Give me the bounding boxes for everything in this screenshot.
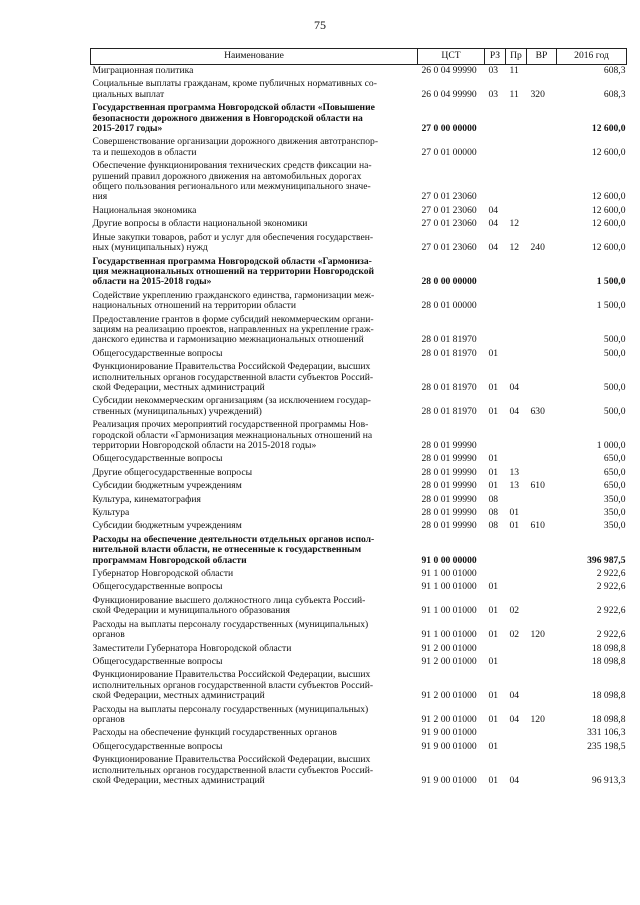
row-cst: 28 0 01 99990: [421, 520, 477, 532]
table-row: [91, 507, 627, 520]
table-row: [91, 568, 627, 581]
row-amount: 18 098,8: [591, 642, 626, 654]
row-rz: [485, 568, 506, 581]
row-vr: [527, 494, 557, 507]
row-pr: [506, 727, 527, 740]
row-pr: [506, 741, 527, 754]
row-cst: 91 1 00 01000: [421, 568, 477, 580]
row-vr: 240: [530, 242, 545, 254]
row-name: Предоставление грантов в форме субсидий некоммерческим органи- зациям на реализацию проектов, направленных на укрепление граж- данского единства и гармонизацию межнациональных отношений: [92, 313, 374, 346]
row-name: Культура: [92, 507, 130, 519]
row-amount: 2 922,6: [596, 605, 626, 617]
row-amount: 500,0: [603, 405, 626, 417]
row-amount: 650,0: [603, 453, 626, 465]
header-vr: ВР: [527, 49, 557, 65]
row-name: Расходы на выплаты персоналу государственных (муниципальных) органов: [92, 618, 369, 641]
row-vr: 120: [530, 629, 545, 641]
row-vr: 120: [530, 713, 545, 725]
row-rz: 01: [488, 381, 499, 393]
row-rz: 01: [488, 629, 499, 641]
table-row: [91, 727, 627, 740]
row-vr: [527, 534, 557, 568]
row-cst: 91 2 00 01000: [421, 655, 477, 667]
table-row: [91, 218, 627, 231]
row-vr: 610: [530, 520, 545, 532]
row-vr: [527, 453, 557, 466]
row-pr: [506, 534, 527, 568]
row-rz: 04: [488, 204, 499, 216]
header-cst: ЦСТ: [418, 49, 485, 65]
row-vr: 320: [530, 88, 545, 100]
row-amount: 650,0: [603, 480, 626, 492]
row-name: Иные закупки товаров, работ и услуг для обеспечения государствен- ных (муниципальных) нужд: [92, 231, 374, 254]
table-row: [91, 534, 627, 568]
row-amount: 1 500,0: [596, 300, 626, 312]
row-amount: 12 600,0: [591, 242, 626, 254]
row-rz: [485, 419, 506, 453]
row-cst: 91 9 00 01000: [421, 727, 477, 739]
header-name: Наименование: [91, 49, 418, 65]
row-pr: [506, 581, 527, 594]
row-name: Совершенствование организации дорожного движения автотранспор- та и пешеходов в области: [92, 136, 379, 158]
row-amount: 500,0: [603, 347, 626, 359]
row-amount: 2 922,6: [596, 568, 626, 580]
row-pr: 01: [509, 520, 520, 532]
row-vr: [527, 467, 557, 480]
row-amount: 12 600,0: [591, 146, 626, 158]
row-cst: 26 0 04 99990: [421, 65, 477, 76]
row-pr: 04: [509, 405, 520, 417]
row-name: Губернатор Новгородской области: [92, 568, 234, 580]
row-name: Расходы на выплаты персоналу государственных (муниципальных) органов: [92, 703, 369, 725]
table-row: [91, 102, 627, 136]
row-amount: 350,0: [603, 507, 626, 519]
row-amount: 2 922,6: [596, 629, 626, 641]
row-pr: [506, 494, 527, 507]
table-header: [91, 49, 627, 65]
row-rz: 01: [488, 480, 499, 492]
row-pr: [506, 256, 527, 290]
table-row: [91, 395, 627, 419]
table-row: [91, 595, 627, 619]
row-name: Национальная экономика: [92, 204, 197, 216]
row-name: Общегосударственные вопросы: [92, 740, 223, 752]
row-cst: 27 0 01 23060: [421, 218, 477, 230]
row-cst: 27 0 01 00000: [421, 146, 477, 158]
row-pr: 02: [509, 605, 520, 617]
row-cst: 28 0 01 99990: [421, 507, 477, 519]
row-rz: 08: [488, 507, 499, 519]
table-row: [91, 160, 627, 205]
row-cst: 27 0 01 23060: [421, 204, 477, 216]
row-amount: 350,0: [603, 520, 626, 532]
table-row: [91, 232, 627, 256]
row-vr: [527, 754, 557, 788]
row-cst: 91 2 00 01000: [421, 690, 477, 702]
row-rz: [485, 102, 506, 136]
row-name: Расходы на обеспечение функций государственных органов: [92, 727, 337, 739]
row-pr: [506, 290, 527, 314]
table-row: [91, 669, 627, 703]
table-row: [91, 467, 627, 480]
row-amount: 12 600,0: [591, 204, 626, 216]
row-name: Субсидии бюджетным учреждениям: [92, 480, 242, 492]
row-rz: 01: [488, 740, 499, 752]
row-cst: 28 0 01 81970: [421, 381, 477, 393]
row-name: Общегосударственные вопросы: [92, 655, 223, 667]
row-name: Общегосударственные вопросы: [92, 581, 223, 593]
row-amount: 500,0: [603, 334, 626, 346]
table-row: [91, 290, 627, 314]
row-pr: 04: [509, 381, 520, 393]
row-vr: [527, 568, 557, 581]
header-row: [91, 49, 627, 65]
row-cst: 28 0 01 99990: [421, 480, 477, 492]
row-pr: [506, 160, 527, 205]
row-cst: 91 0 00 00000: [421, 554, 477, 566]
row-cst: 28 0 01 99990: [421, 493, 477, 505]
row-rz: 01: [488, 690, 499, 702]
row-rz: 08: [488, 493, 499, 505]
row-name: Общегосударственные вопросы: [92, 347, 223, 359]
row-vr: 630: [530, 405, 545, 417]
row-cst: 27 0 01 23060: [421, 242, 477, 254]
row-pr: 11: [509, 88, 519, 100]
row-cst: 91 1 00 01000: [421, 581, 477, 593]
row-cst: 91 1 00 01000: [421, 605, 477, 617]
row-cst: 28 0 00 00000: [421, 276, 477, 288]
row-name: Субсидии некоммерческим организациям (за исключением государ- ственных (муниципальных) учреждений): [92, 395, 371, 417]
row-rz: [485, 314, 506, 348]
row-name: Обеспечение функционирования технических средств фиксации на- рушений правил дорожного движения на автомобильных дорогах общего пользования регионального или межмуниципального значе- ния: [92, 160, 372, 203]
row-rz: [485, 136, 506, 160]
row-pr: 04: [509, 690, 520, 702]
budget-table: [90, 48, 627, 788]
row-vr: [527, 256, 557, 290]
row-amount: 350,0: [603, 493, 626, 505]
row-vr: [527, 419, 557, 453]
row-cst: 28 0 01 00000: [421, 300, 477, 312]
row-name: Другие общегосударственные вопросы: [92, 466, 253, 478]
row-pr: [506, 656, 527, 669]
table-row: [91, 314, 627, 348]
row-rz: 01: [488, 466, 499, 478]
row-cst: 28 0 01 99990: [421, 453, 477, 465]
row-rz: 01: [488, 347, 499, 359]
table-row: [91, 754, 627, 788]
row-pr: 12: [509, 218, 520, 230]
row-pr: 13: [509, 480, 520, 492]
row-cst: 91 1 00 01000: [421, 629, 477, 641]
table-row: [91, 494, 627, 507]
page-number: 75: [314, 18, 326, 32]
row-cst: 91 9 00 01000: [421, 740, 477, 752]
row-amount: 18 098,8: [591, 690, 626, 702]
row-rz: 01: [488, 655, 499, 667]
row-pr: 01: [509, 507, 520, 519]
table-row: [91, 619, 627, 643]
row-pr: [506, 419, 527, 453]
row-vr: [527, 314, 557, 348]
row-amount: 608,3: [603, 65, 626, 76]
row-vr: [527, 290, 557, 314]
row-cst: 26 0 04 99990: [421, 88, 477, 100]
row-amount: 12 600,0: [591, 123, 626, 135]
row-vr: [527, 348, 557, 361]
row-vr: [527, 669, 557, 703]
table-row: [91, 256, 627, 290]
row-cst: 28 0 01 81970: [421, 334, 477, 346]
row-name: Функционирование Правительства Российской Федерации, высших исполнительных органов государственной власти субъектов Россий- ской Федерации, местных администраций: [92, 754, 374, 786]
row-rz: 01: [488, 605, 499, 617]
table-row: [91, 480, 627, 493]
row-pr: [506, 568, 527, 581]
table-row: [91, 656, 627, 669]
row-vr: [527, 507, 557, 520]
row-rz: 01: [488, 713, 499, 725]
row-name: Социальные выплаты гражданам, кроме публичных нормативных со- циальных выплат: [92, 78, 377, 100]
row-vr: [527, 218, 557, 231]
table-row: [91, 520, 627, 533]
row-name: Заместители Губернатора Новгородской области: [92, 642, 292, 654]
row-rz: 04: [488, 218, 499, 230]
row-rz: 08: [488, 520, 499, 532]
row-vr: [527, 136, 557, 160]
row-pr: 13: [509, 466, 520, 478]
header-year: 2016 год: [557, 49, 627, 65]
row-rz: [485, 256, 506, 290]
row-rz: 03: [488, 65, 499, 76]
row-pr: 04: [509, 713, 520, 725]
table-row: [91, 643, 627, 656]
row-amount: 235 198,5: [587, 740, 626, 752]
row-vr: [527, 595, 557, 619]
row-name: Расходы на обеспечение деятельности отдельных органов испол- нительной власти области, не отнесенные к государственным программам Новгородской области: [92, 533, 375, 566]
row-name: Субсидии бюджетным учреждениям: [92, 520, 242, 532]
row-amount: 18 098,8: [591, 655, 626, 667]
row-vr: [527, 205, 557, 218]
row-name: Общегосударственные вопросы: [92, 453, 223, 465]
row-pr: 12: [509, 242, 520, 254]
row-cst: 91 2 00 01000: [421, 642, 477, 654]
row-vr: [527, 581, 557, 594]
row-pr: [506, 136, 527, 160]
row-pr: [506, 205, 527, 218]
row-rz: 04: [488, 242, 499, 254]
row-cst: 28 0 01 81970: [421, 347, 477, 359]
row-rz: 01: [488, 453, 499, 465]
row-amount: 12 600,0: [591, 218, 626, 230]
row-vr: [527, 741, 557, 754]
row-amount: 1 500,0: [596, 276, 626, 288]
row-pr: 11: [509, 65, 519, 76]
row-name: Функционирование Правительства Российской Федерации, высших исполнительных органов государственной власти субъектов Россий- ской Федерации, местных администраций: [92, 669, 374, 702]
row-pr: [506, 643, 527, 656]
table-row: [91, 581, 627, 594]
table-row: [91, 65, 627, 79]
row-amount: 2 922,6: [596, 581, 626, 593]
row-name: Государственная программа Новгородской области «Гармониза- ция межнациональных отношений на территории Новгородской области на 2015-2018 годы»: [92, 255, 375, 288]
row-rz: 03: [488, 88, 499, 100]
row-name: Реализация прочих мероприятий государственной программы Нов- городской области «Гармонизация межнациональных отношений на территории Новгородской области на 2015-2018 годы»: [92, 419, 373, 451]
row-rz: 01: [488, 774, 499, 786]
row-vr: [527, 727, 557, 740]
table-row: [91, 348, 627, 361]
table-row: [91, 419, 627, 453]
row-cst: 28 0 01 99990: [421, 440, 477, 451]
row-rz: [485, 643, 506, 656]
row-name: Функционирование высшего должностного лица субъекта Россий- ской Федерации и муниципального образования: [92, 594, 366, 617]
row-rz: 01: [488, 405, 499, 417]
row-pr: 04: [509, 774, 520, 786]
table-row: [91, 205, 627, 218]
row-rz: [485, 160, 506, 205]
row-amount: 650,0: [603, 466, 626, 478]
row-amount: 608,3: [603, 88, 626, 100]
row-pr: [506, 453, 527, 466]
table-row: [91, 78, 627, 102]
header-rz: РЗ: [485, 49, 506, 65]
row-cst: 27 0 01 23060: [421, 191, 477, 203]
row-amount: 500,0: [603, 381, 626, 393]
row-name: Культура, кинематография: [92, 493, 201, 505]
row-name: Миграционная политика: [92, 65, 194, 76]
row-pr: 02: [509, 629, 520, 641]
row-amount: 1 000,0: [596, 440, 626, 451]
row-amount: 12 600,0: [591, 191, 626, 203]
row-amount: 396 987,5: [587, 554, 626, 566]
table-row: [91, 136, 627, 160]
row-rz: [485, 290, 506, 314]
row-cst: 91 9 00 01000: [421, 774, 477, 786]
row-pr: [506, 102, 527, 136]
row-vr: 610: [530, 480, 545, 492]
row-name: Функционирование Правительства Российской Федерации, высших исполнительных органов государственной власти субъектов Россий- ской Федерации, местных администраций: [92, 361, 374, 393]
row-rz: [485, 534, 506, 568]
table-row: [91, 361, 627, 395]
row-pr: [506, 348, 527, 361]
row-amount: 96 913,3: [591, 774, 626, 786]
row-pr: [506, 314, 527, 348]
row-name: Содействие укреплению гражданского единства, гармонизации меж- национальных отношений на территории области: [92, 289, 375, 312]
header-pr: Пр: [506, 49, 527, 65]
row-amount: 18 098,8: [591, 713, 626, 725]
row-cst: 91 2 00 01000: [421, 713, 477, 725]
row-vr: [527, 102, 557, 136]
row-name: Государственная программа Новгородской области «Повышение безопасности дорожного движения в Новгородской области на 2015-2017 годы»: [92, 102, 375, 135]
row-vr: [527, 361, 557, 395]
table-body: [91, 65, 627, 789]
row-vr: [527, 65, 557, 79]
table-row: [91, 453, 627, 466]
row-cst: 27 0 00 00000: [421, 123, 477, 135]
row-name: Другие вопросы в области национальной экономики: [92, 218, 308, 230]
row-vr: [527, 643, 557, 656]
table-row: [91, 741, 627, 754]
table-row: [91, 704, 627, 728]
row-vr: [527, 160, 557, 205]
row-vr: [527, 656, 557, 669]
row-cst: 28 0 01 99990: [421, 466, 477, 478]
row-rz: 01: [488, 581, 499, 593]
row-amount: 331 106,3: [587, 727, 626, 739]
row-rz: [485, 727, 506, 740]
row-cst: 28 0 01 81970: [421, 405, 477, 417]
